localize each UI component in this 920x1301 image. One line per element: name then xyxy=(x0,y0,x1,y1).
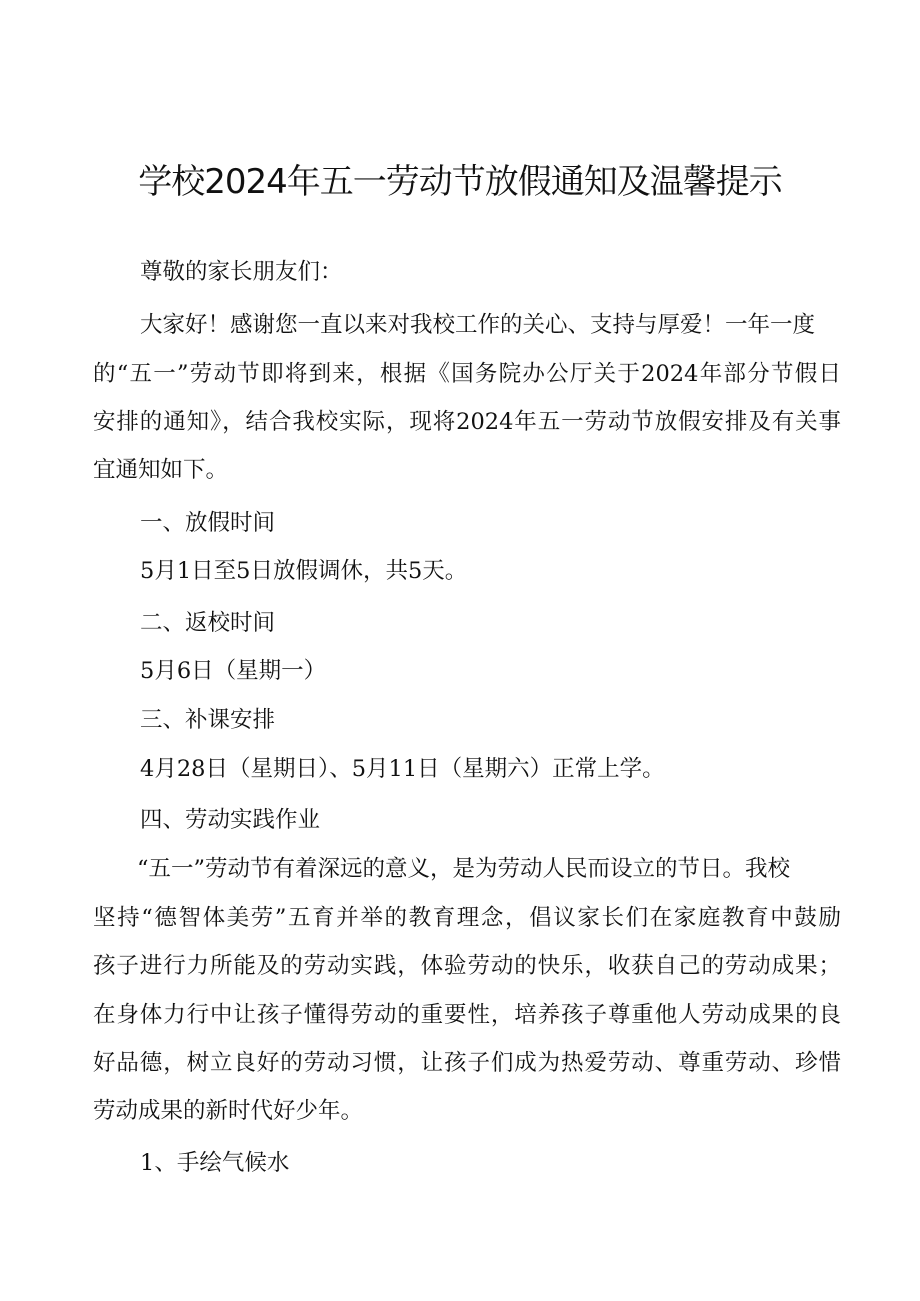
document-title: 学校2024年五一劳动节放假通知及温馨提示 xyxy=(138,162,782,202)
intro-line-3: 安排的通知》，结合我校实际，现将2024年五一劳动节放假安排及有关事 xyxy=(93,409,841,435)
labor-line-2: 坚持“德智体美劳”五育并举的教育理念，倡议家长们在家庭教育中鼓励 xyxy=(93,905,841,931)
section-heading-makeup-classes: 三、补课安排 xyxy=(140,707,276,733)
labor-line-4: 在身体力行中让孩子懂得劳动的重要性，培养孩子尊重他人劳动成果的良 xyxy=(93,1002,841,1028)
intro-line-4: 宜通知如下。 xyxy=(93,457,229,483)
section-body-makeup-classes: 4月28日（星期日）、5月11日（星期六）正常上学。 xyxy=(140,756,665,782)
labor-line-1: “五一”劳动节有着深远的意义，是为劳动人民而设立的节日。我校 xyxy=(137,856,791,882)
section-body-holiday-time: 5月1日至5日放假调休，共5天。 xyxy=(140,558,468,584)
list-item-1: 1、手绘气候水 xyxy=(140,1150,290,1176)
intro-line-1: 大家好！感谢您一直以来对我校工作的关心、支持与厚爱！一年一度 xyxy=(140,312,816,338)
labor-line-6: 劳动成果的新时代好少年。 xyxy=(93,1098,364,1124)
intro-line-2: 的“五一”劳动节即将到来，根据《国务院办公厅关于2024年部分节假日 xyxy=(93,361,841,387)
labor-line-5: 好品德，树立良好的劳动习惯，让孩子们成为热爱劳动、尊重劳动、珍惜 xyxy=(93,1050,841,1076)
section-heading-return-time: 二、返校时间 xyxy=(140,610,276,636)
greeting: 尊敬的家长朋友们： xyxy=(140,259,343,285)
section-heading-holiday-time: 一、放假时间 xyxy=(140,510,276,536)
labor-line-3: 孩子进行力所能及的劳动实践，体验劳动的快乐，收获自己的劳动成果； xyxy=(93,953,841,979)
section-body-return-time: 5月6日（星期一） xyxy=(140,658,327,684)
section-heading-labor-homework: 四、劳动实践作业 xyxy=(140,807,321,833)
